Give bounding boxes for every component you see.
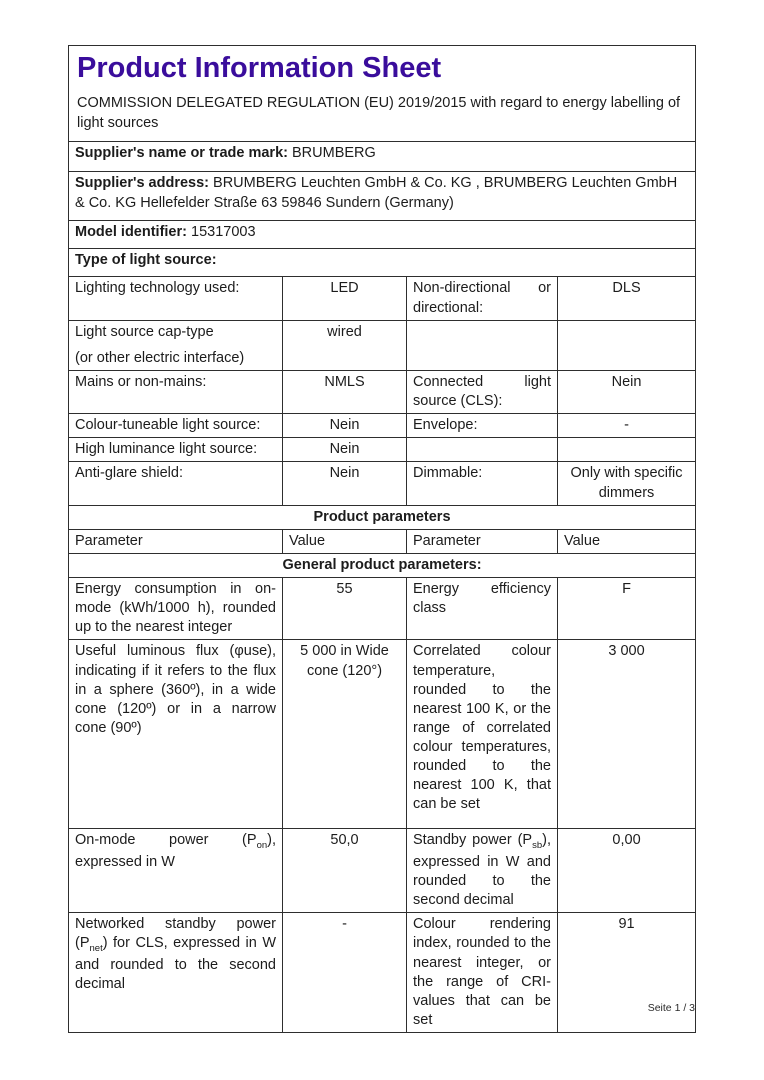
product-parameters-header: Product parameters [69, 505, 696, 529]
column-header: Parameter [69, 529, 283, 553]
param-label-text: Standby power (P [413, 832, 533, 849]
table-row [69, 829, 696, 913]
model-identifier-row [69, 221, 696, 249]
param-label: Anti-glare shield: [69, 462, 283, 505]
table-row [69, 438, 696, 462]
param-label: Energy consumption in on-mode (kWh/1000 h), rounded up to the nearest integer [69, 578, 283, 640]
page-title: Product Information Sheet [77, 52, 442, 84]
param-value: LED [283, 277, 407, 320]
param-value: Nein [283, 414, 407, 438]
param-label-text: ), expressed in W [75, 832, 276, 870]
param-value: 5 000 in Wide cone (120°) [283, 640, 407, 829]
param-label: Colour rendering index, rounded to the nearest integer, or the range of CRI-values that can be set [407, 913, 558, 1033]
table-row [69, 370, 696, 413]
param-label: Dimmable: [407, 462, 558, 505]
param-label-text: On-mode power (P [75, 832, 257, 849]
param-value: 50,0 [283, 829, 407, 913]
param-label-subscript: on [256, 840, 268, 852]
param-label-text: Networked standby power (P [75, 916, 276, 952]
param-value: Nein [283, 462, 407, 505]
param-label [69, 913, 283, 1033]
param-value: Only with specific dimmers [558, 462, 696, 505]
column-header-row [69, 529, 696, 553]
param-label: Colour-tuneable light source: [69, 414, 283, 438]
regulation-subtitle: COMMISSION DELEGATED REGULATION (EU) 2019/2015 with regard to energy labelling of light sources [77, 95, 681, 131]
supplier-address-value: BRUMBERG Leuchten GmbH & Co. KG , BRUMBERG Leuchten GmbH & Co. KG Hellefelder Straße 63 59846 Sundern (Germany) [75, 175, 678, 211]
param-label: Useful luminous flux (φuse), indicating if it refers to the flux in a sphere (360º), in a wide cone (120º) or in a narrow cone (90º) [69, 640, 283, 829]
param-value: DLS [558, 277, 696, 320]
param-label: Non-directional or directional: [407, 277, 558, 320]
param-label: High luminance light source: [69, 438, 283, 462]
param-value: 91 [558, 913, 696, 1033]
param-value: NMLS [283, 370, 407, 413]
cap-type-line1: Light source cap-type [75, 323, 214, 340]
param-value: F [558, 578, 696, 640]
param-value: wired [283, 320, 407, 370]
param-label-subscript: sb [532, 840, 543, 852]
table-row [69, 414, 696, 438]
info-table [68, 45, 696, 1033]
general-parameters-header: General product parameters: [69, 553, 696, 577]
supplier-name-value: BRUMBERG [292, 145, 376, 162]
param-label: Mains or non-mains: [69, 370, 283, 413]
param-label [407, 320, 558, 370]
param-value: 3 000 [558, 640, 696, 829]
param-label: Correlated colour temperature, rounded to the nearest 100 K, or the range of correlated colour temperatures, rounded to the nearest 100 K, that can be set [407, 640, 558, 829]
table-row [69, 640, 696, 829]
table-row [69, 913, 696, 1033]
cap-type-line2: (or other electric interface) [75, 349, 245, 366]
param-value [558, 320, 696, 370]
param-value: - [283, 913, 407, 1033]
param-label [407, 438, 558, 462]
param-label: Energy efficiency class [407, 578, 558, 640]
product-information-sheet [68, 45, 695, 1033]
param-value: Nein [558, 370, 696, 413]
type-section-header-label: Type of light source: [75, 252, 217, 269]
param-label: Connected light source (CLS): [407, 370, 558, 413]
table-row [69, 277, 696, 320]
param-label: Envelope: [407, 414, 558, 438]
table-row [69, 578, 696, 640]
column-header: Value [558, 529, 696, 553]
model-identifier-value: 15317003 [191, 224, 256, 241]
supplier-name-row [69, 142, 696, 172]
param-label-text: ) for CLS, expressed in W and rounded to the second decimal [75, 935, 276, 992]
column-header: Value [283, 529, 407, 553]
param-label [407, 829, 558, 913]
param-value: 55 [283, 578, 407, 640]
param-label-subscript: net [89, 943, 103, 955]
table-row [69, 320, 696, 370]
title-block [69, 46, 696, 142]
supplier-address-label: Supplier's address: [75, 175, 209, 192]
param-value: 0,00 [558, 829, 696, 913]
param-value [558, 438, 696, 462]
model-identifier-label: Model identifier: [75, 224, 187, 241]
supplier-name-label: Supplier's name or trade mark: [75, 145, 288, 162]
param-label [69, 829, 283, 913]
supplier-address-row [69, 172, 696, 221]
type-section-header [69, 249, 696, 277]
param-value: - [558, 414, 696, 438]
table-row [69, 462, 696, 505]
param-value: Nein [283, 438, 407, 462]
column-header: Parameter [407, 529, 558, 553]
param-label-text: ), expressed in W and rounded to the second decimal [413, 832, 551, 909]
param-label: Lighting technology used: [69, 277, 283, 320]
param-label [69, 320, 283, 370]
page-number: Seite 1 / 3 [647, 1002, 695, 1014]
